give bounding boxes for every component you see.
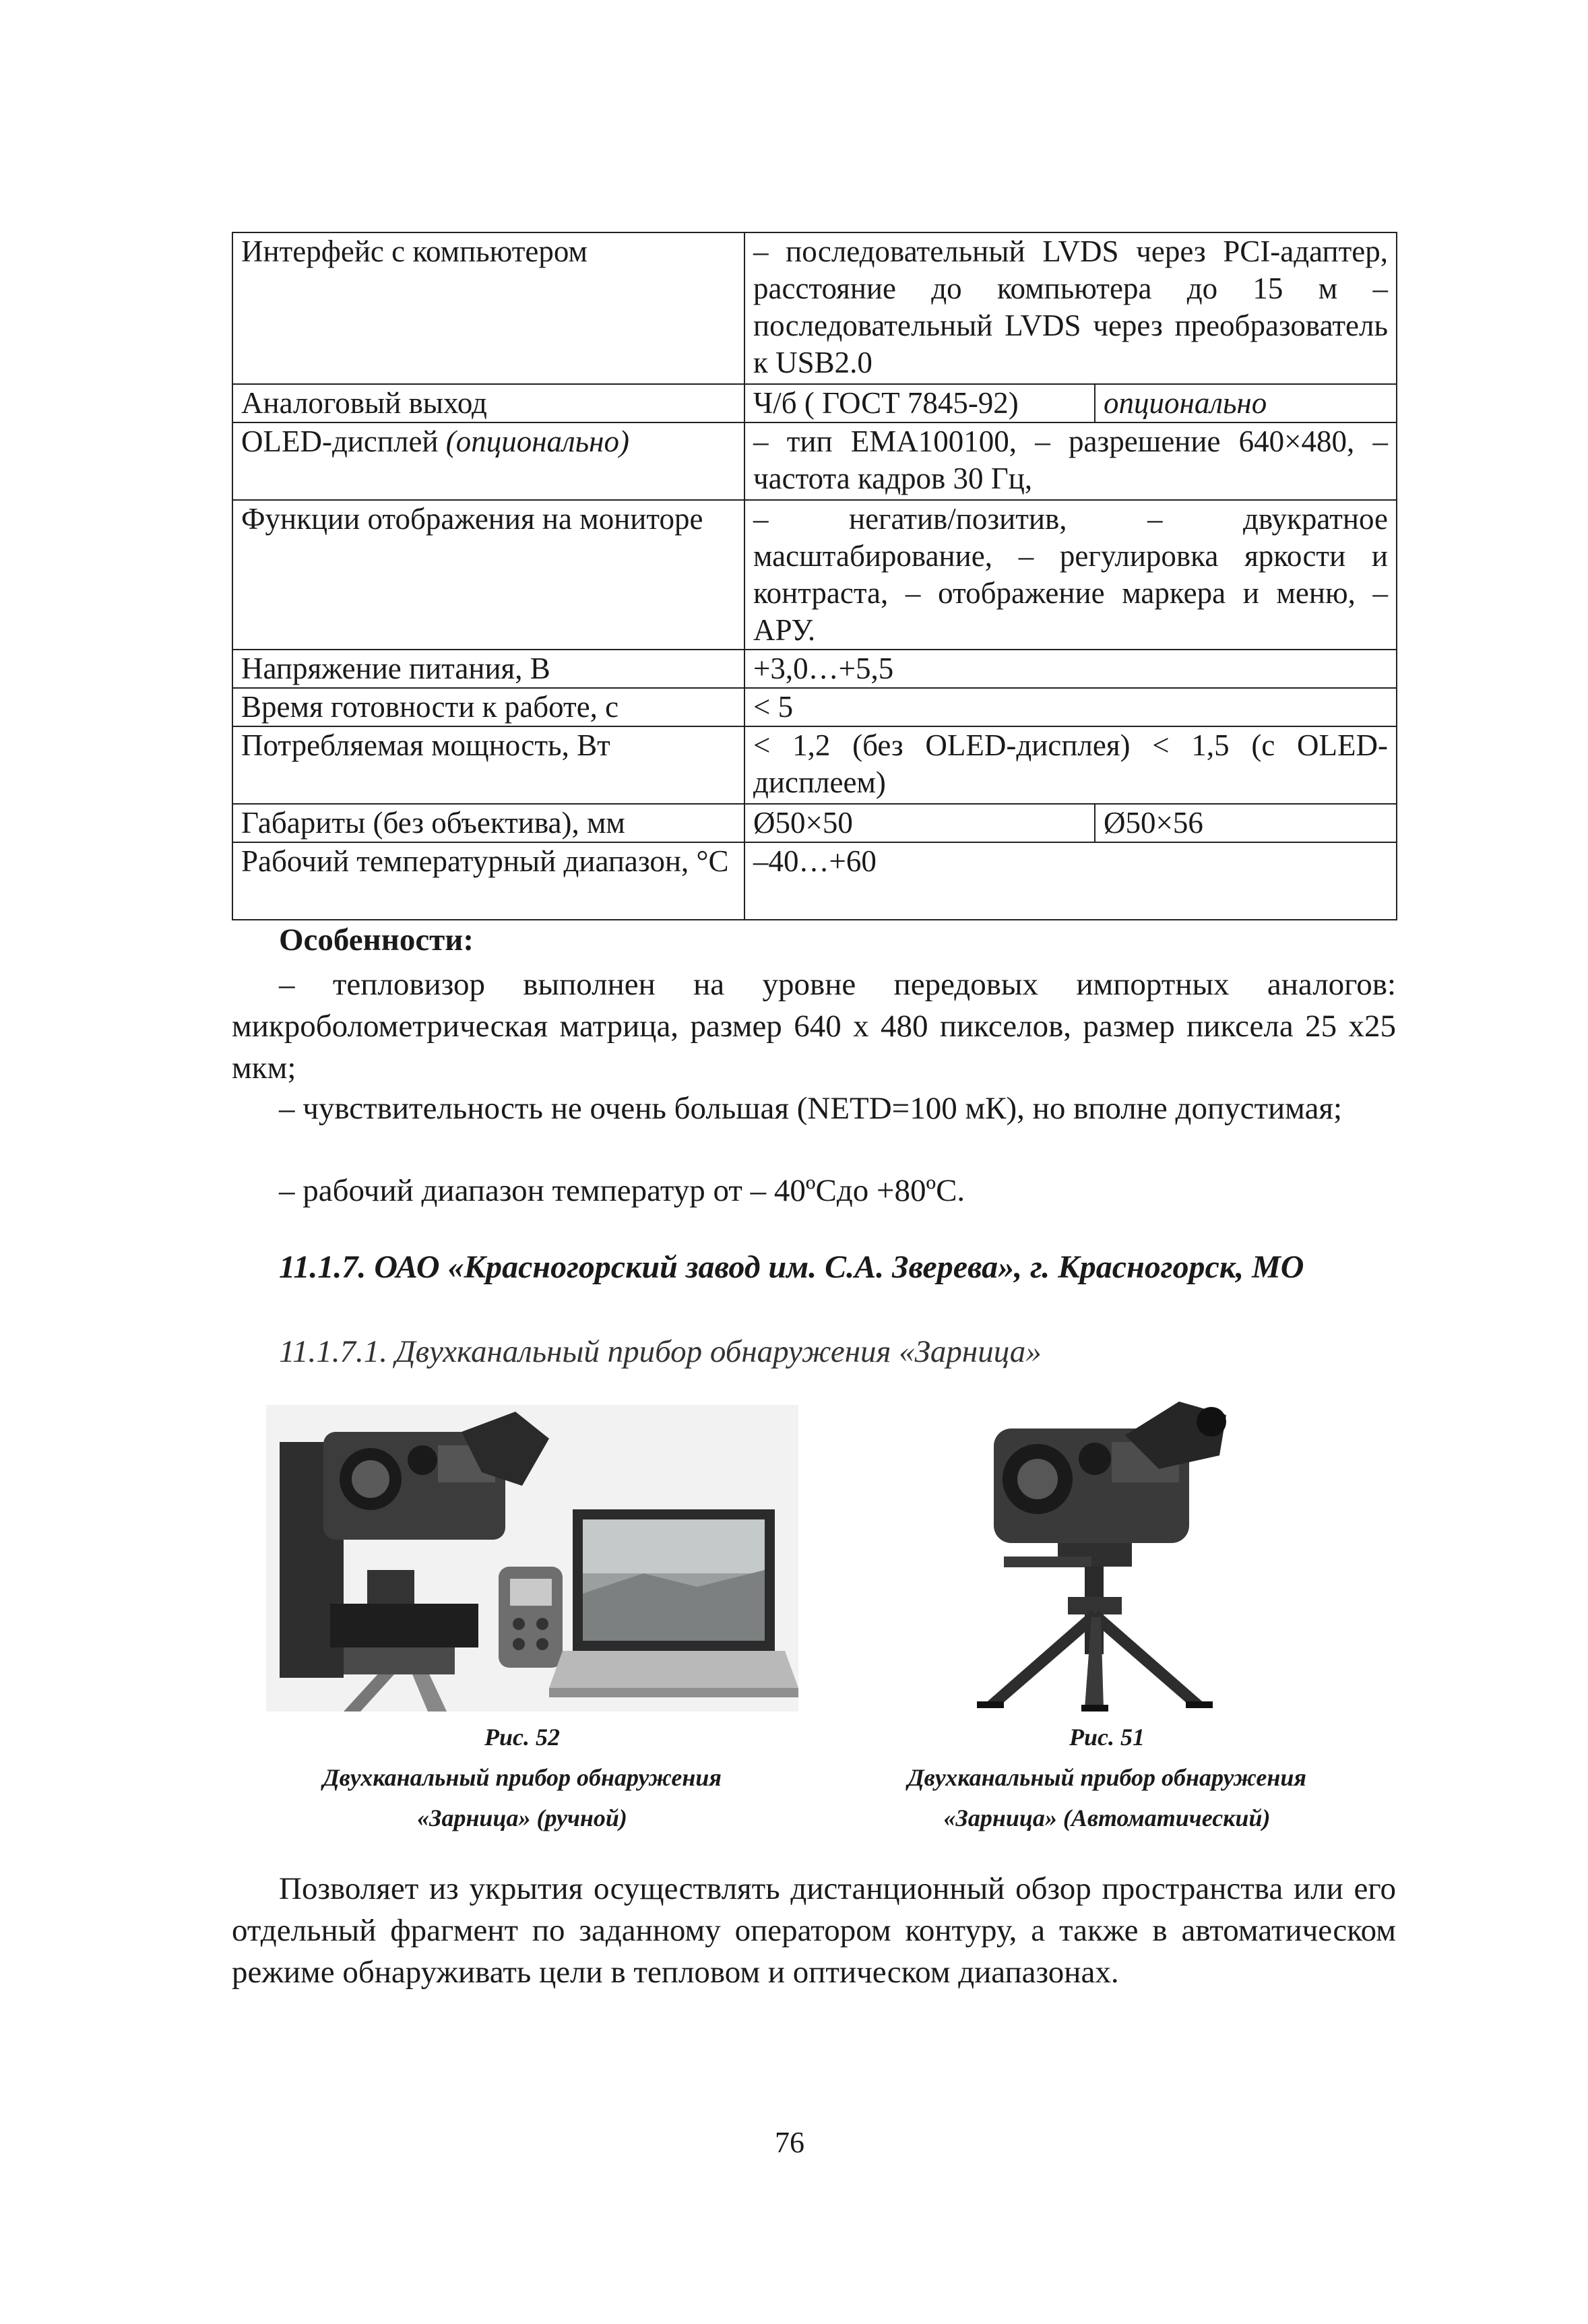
table-row bbox=[232, 726, 1397, 804]
row-label: Напряжение питания, В bbox=[232, 650, 744, 688]
figure-caption: Рис. 51 Двухканальный прибор обнаружения «Зарница» (Автоматический) bbox=[908, 1724, 1306, 1831]
features-heading: Особенности: bbox=[279, 922, 474, 957]
row-value: < 5 bbox=[744, 688, 1397, 726]
feature-item: – чувствительность не очень большая (NETD=100 мК), но вполне допустимая; bbox=[279, 1091, 1343, 1126]
row-value: Ø50×50 bbox=[744, 804, 1095, 842]
row-label: Рабочий температурный диапазон, °С bbox=[232, 842, 744, 920]
row-value: < 1,2 (без OLED-дисплея) < 1,5 (с OLED-дисплеем) bbox=[744, 726, 1397, 804]
row-value: +3,0…+5,5 bbox=[744, 650, 1397, 688]
spec-table bbox=[232, 232, 1397, 920]
table-row bbox=[232, 422, 1397, 500]
table-row bbox=[232, 650, 1397, 688]
row-extra: Ø50×56 bbox=[1095, 804, 1397, 842]
table-row bbox=[232, 384, 1397, 422]
row-extra: опционально bbox=[1095, 384, 1397, 422]
feature-item: – рабочий диапазон температур от – 40ºСдо +80ºС. bbox=[279, 1173, 965, 1208]
section-heading: 11.1.7. ОАО «Красногорский завод им. С.А. Зверева», г. Красногорск, МО bbox=[279, 1249, 1304, 1285]
row-label: Потребляемая мощность, Вт bbox=[232, 726, 744, 804]
row-label-note: (опционально) bbox=[445, 425, 629, 458]
table-row bbox=[232, 500, 1397, 650]
table-row bbox=[232, 804, 1397, 842]
row-label: Функции отображения на мониторе bbox=[232, 500, 744, 650]
row-label: Габариты (без объектива), мм bbox=[232, 804, 744, 842]
row-value: – тип EMA100100, – разрешение 640×480, – частота кадров 30 Гц, bbox=[744, 422, 1397, 500]
row-label: Интерфейс с компьютером bbox=[232, 232, 744, 384]
table-row bbox=[232, 688, 1397, 726]
device-handheld-photo bbox=[266, 1405, 798, 1711]
subsection-heading: 11.1.7.1. Двухканальный прибор обнаружения «Зарница» bbox=[279, 1334, 1042, 1369]
table-row bbox=[232, 842, 1397, 920]
table-row bbox=[232, 232, 1397, 384]
row-value: – последовательный LVDS через PCI-адаптер, расстояние до компьютера до 15 м – последовательный LVDS через преобразователь к USB2.0 bbox=[744, 232, 1397, 384]
row-label: Аналоговый выход bbox=[232, 384, 744, 422]
row-label: OLED-дисплей (опционально) bbox=[232, 422, 744, 500]
closing-paragraph: Позволяет из укрытия осуществлять дистанционный обзор пространства или его отдельный фрагмент по заданному оператором контуру, а также в автоматическом режиме обнаруживать цели в тепловом и оптическом диапазонах. bbox=[232, 1871, 1396, 1990]
row-label: Время готовности к работе, с bbox=[232, 688, 744, 726]
device-automatic-photo bbox=[957, 1395, 1240, 1711]
row-value: –40…+60 bbox=[744, 842, 1397, 920]
row-value: – негатив/позитив, – двукратное масштабирование, – регулировка яркости и контраста, – отображение маркера и меню, – АРУ. bbox=[744, 500, 1397, 650]
row-value: Ч/б ( ГОСТ 7845-92) bbox=[744, 384, 1095, 422]
page-number: 76 bbox=[775, 2126, 804, 2159]
figure-caption: Рис. 52 Двухканальный прибор обнаружения «Зарница» (ручной) bbox=[323, 1724, 722, 1831]
feature-item: – тепловизор выполнен на уровне передовых импортных аналогов: микроболометрическая матрица, размер 640 х 480 пикселов, размер пиксела 25 х25 мкм; bbox=[232, 967, 1396, 1086]
